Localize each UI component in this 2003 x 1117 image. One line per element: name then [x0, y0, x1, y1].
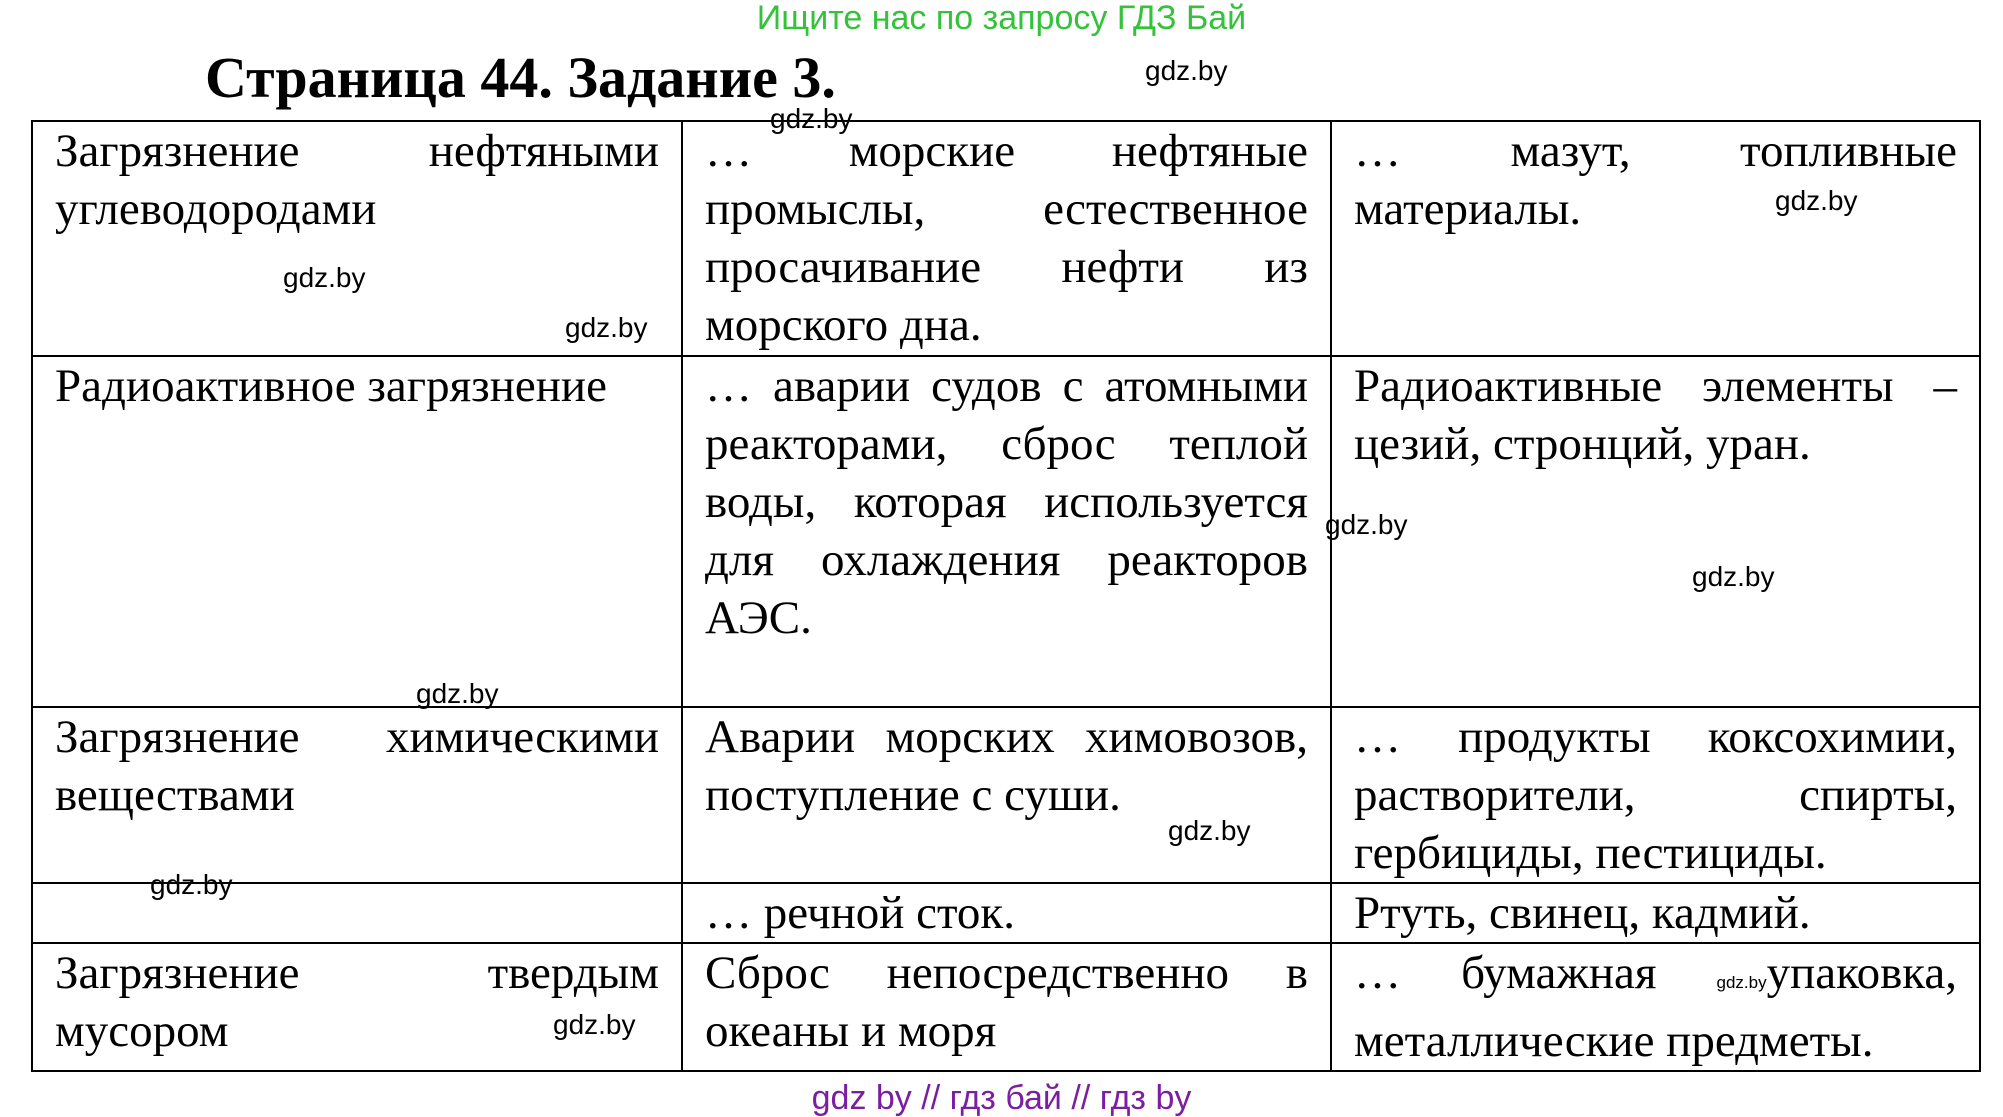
watermark: gdz.by	[565, 312, 648, 343]
pollutant-text-part: … бумажная	[1354, 947, 1657, 999]
pollutant-cell	[1331, 943, 1980, 1071]
watermark: gdz.by	[283, 262, 366, 293]
watermark: gdz.by	[1775, 185, 1858, 216]
table-row	[32, 943, 1980, 1071]
search-banner: Ищите нас по запросу ГДЗ Бай	[756, 0, 1247, 37]
watermark: gdz.by	[770, 103, 853, 134]
watermark: gdz.by	[1692, 561, 1775, 592]
watermark: gdz.by	[1325, 509, 1408, 540]
table-row	[32, 121, 1980, 356]
pollution-source-cell: … речной сток.	[682, 883, 1331, 943]
pollution-type-cell: Загрязнение нефтяными углеводородами	[32, 121, 682, 356]
page-title: Страница 44. Задание 3.	[205, 45, 836, 110]
pollution-type-cell: Загрязнение твердым мусором	[32, 943, 682, 1071]
pollutant-text-part: упаковка, металлические предметы.	[1354, 947, 1957, 1067]
table-row	[32, 707, 1980, 883]
pollutant-cell: Ртуть, свинец, кадмий.	[1331, 883, 1980, 943]
table-row	[32, 356, 1980, 707]
pollution-source-cell: … морские нефтяные промыслы, естественное просачивание нефти из морского дна.	[682, 121, 1331, 356]
watermark: gdz.by	[150, 869, 233, 900]
pollution-source-cell: Сброс непосредственно в океаны и моря	[682, 943, 1331, 1071]
pollution-type-cell: Радиоактивное загрязнение	[32, 356, 682, 707]
pollution-source-cell: … аварии судов с атомными реакторами, сброс теплой воды, которая используется для охлаждения реакторов АЭС.	[682, 356, 1331, 707]
watermark: gdz.by	[553, 1009, 636, 1040]
watermark: gdz.by	[416, 678, 499, 709]
pollution-type-cell: Загрязнение химическими веществами	[32, 707, 682, 883]
pollutant-cell: … мазут, топливные материалы.	[1331, 121, 1980, 356]
pollution-type-cell	[32, 883, 682, 943]
pollution-source-cell: Аварии морских химовозов, поступление с суши.	[682, 707, 1331, 883]
pollutant-cell: … продукты коксохимии, растворители, спирты, гербициды, пестициды.	[1331, 707, 1980, 883]
footer-links: gdz by // гдз бай // гдз by	[811, 1079, 1192, 1117]
watermark-inline: gdz.by	[1716, 973, 1767, 992]
table-row	[32, 883, 1980, 943]
watermark: gdz.by	[1168, 815, 1251, 846]
watermark: gdz.by	[1145, 55, 1228, 86]
pollutant-cell: Радиоактивные элементы – цезий, стронций, уран.	[1331, 356, 1980, 707]
